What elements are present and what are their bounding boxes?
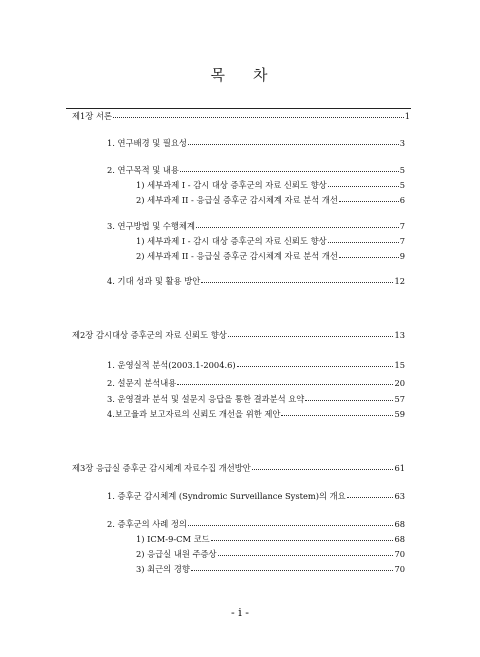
toc-entry-chapter-3[interactable]: 제3장 응급실 증후군 감시체계 자료수집 개선방안 61 xyxy=(72,463,405,473)
title-char-1: 목 xyxy=(210,66,227,84)
toc-entry[interactable]: 4. 기대 성과 및 활용 방안 12 xyxy=(107,276,405,286)
toc-entry[interactable]: 2. 설문지 분석내용 20 xyxy=(107,378,405,388)
toc-entry[interactable]: 1. 연구배경 및 필요성 3 xyxy=(107,138,405,148)
title-char-2: 차 xyxy=(253,66,270,84)
toc-entry[interactable]: 2) 세부과제 II - 응급실 증후군 감시체계 자료 분석 개선 6 xyxy=(136,195,405,205)
toc-entry[interactable]: 2. 증후군의 사례 정의 68 xyxy=(107,519,405,529)
toc-entry-chapter-2[interactable]: 제2장 감시대상 증후군의 자료 신뢰도 향상 13 xyxy=(72,330,405,340)
toc-entry[interactable]: 1) 세부과제 I - 감시 대상 증후군의 자료 신뢰도 향상 5 xyxy=(136,180,405,190)
toc-entry[interactable]: 1. 증후군 감시체계 (Syndromic Surveillance System)의 개요 63 xyxy=(107,491,405,501)
toc-entry[interactable]: 2) 세부과제 II - 응급실 증후군 감시체계 자료 분석 개선 9 xyxy=(136,251,405,261)
toc-entry[interactable]: 2. 연구목적 및 내용 5 xyxy=(107,165,405,175)
toc-entry[interactable]: 3. 운영결과 분석 및 설문지 응답을 통한 결과분석 요약 57 xyxy=(107,394,405,404)
header-rule xyxy=(66,108,411,109)
page-number: - i - xyxy=(231,606,249,619)
toc-entry[interactable]: 1) ICM-9-CM 코드 68 xyxy=(136,534,405,544)
toc-entry[interactable]: 1. 운영실적 분석(2003.1-2004.6) 15 xyxy=(107,360,405,370)
toc-entry[interactable]: 4.보고율과 보고자료의 신뢰도 개선을 위한 제안 59 xyxy=(107,409,405,419)
toc-entry[interactable]: 2) 응급실 내원 주증상 70 xyxy=(136,549,405,559)
page-title xyxy=(0,64,480,85)
toc-entry[interactable]: 3) 최근의 경향 70 xyxy=(136,564,405,574)
toc-entry-chapter-1[interactable]: 제1장 서론 1 xyxy=(72,111,410,121)
toc-entry[interactable]: 1) 세부과제 I - 감시 대상 증후군의 자료 신뢰도 향상 7 xyxy=(136,236,405,246)
toc-entry[interactable]: 3. 연구방법 및 수행체계 7 xyxy=(107,221,405,231)
